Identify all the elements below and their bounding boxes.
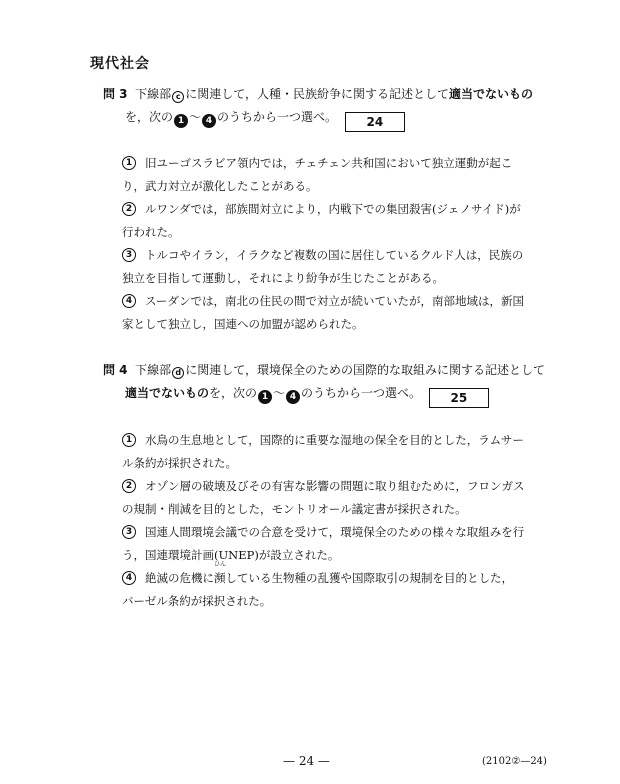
q3-choice-2-line-2: 行われた。 bbox=[122, 225, 180, 239]
q3-number: 問 3 bbox=[103, 87, 128, 101]
q4-not-appropriate: 適当でないもの bbox=[125, 386, 210, 400]
exam-code: (2102②—24) bbox=[482, 756, 547, 767]
q3-choice-3-line-1: トルコやイラン，イラクなど複数の国に居住しているクルド人は，民族の bbox=[145, 248, 524, 262]
q4-text2-b: のうちから一つ選べ。 bbox=[301, 386, 422, 400]
q3-choice-4-line-2: 家として独立し，国連への加盟が認められた。 bbox=[122, 317, 364, 331]
q4-choice-3-line-2: う，国連環境計画(UNEP)が設立された。 bbox=[122, 548, 340, 562]
choice-range-start: 1 bbox=[258, 390, 272, 404]
q3-not-appropriate: 適当でないもの bbox=[448, 87, 533, 101]
q3-choice-3-line-2: 独立を目指して運動し，それにより紛争が生じたことがある。 bbox=[122, 271, 444, 285]
ruby-reading: ひん bbox=[214, 561, 227, 568]
q4-choice-3-line-1: 国連人間環境会議での合意を受けて，環境保全のための様々な取組みを行 bbox=[145, 525, 525, 539]
q4-choice-1-number[interactable]: 1 bbox=[122, 433, 136, 447]
q3-text-a: 下線部 bbox=[135, 87, 172, 101]
tilde: ～ bbox=[273, 386, 286, 400]
q4-choice-2-line-2: の規制・削減を目的とした，モントリオール議定書が採択された。 bbox=[122, 502, 467, 516]
q4-choice-2-line-1: オゾン層の破壊及びその有害な影響の問題に取り組むために，フロンガス bbox=[145, 479, 525, 493]
q4-choice-3-number[interactable]: 3 bbox=[122, 525, 136, 539]
q3-text2-a: を，次の bbox=[125, 110, 174, 124]
tilde: ～ bbox=[189, 110, 202, 124]
q3-text2-b: のうちから一つ選べ。 bbox=[217, 110, 338, 124]
q3-choice-1-number[interactable]: 1 bbox=[122, 156, 136, 170]
q4-text-b: に関連して，環境保全のための国際的な取組みに関する記述として bbox=[185, 363, 545, 377]
answer-box-24[interactable]: 24 bbox=[345, 112, 405, 132]
q3-line-2 bbox=[125, 109, 405, 132]
q4-choice-4-line-2: バーゼル条約が採択された。 bbox=[122, 594, 272, 608]
answer-box-25[interactable]: 25 bbox=[429, 388, 489, 408]
q3-line-1 bbox=[103, 86, 533, 103]
ruby-hin bbox=[214, 561, 227, 586]
q3-choice-1-line-1: 旧ユーゴスラビア領内では，チェチェン共和国において独立運動が起こ bbox=[145, 156, 513, 170]
subject-heading: 現代社会 bbox=[90, 56, 150, 72]
q4-line-2 bbox=[125, 385, 489, 408]
q4-choice-4-text-b: している生物種の乱獲や国際取引の規制を目的とした， bbox=[225, 571, 513, 585]
page-number: — 24 — bbox=[283, 754, 330, 768]
q3-choice-3-number[interactable]: 3 bbox=[122, 248, 136, 262]
q4-choice-2-number[interactable]: 2 bbox=[122, 479, 136, 493]
q4-text-a: 下線部 bbox=[135, 363, 172, 377]
choice-range-end: 4 bbox=[202, 114, 216, 128]
choice-range-start: 1 bbox=[174, 114, 188, 128]
q4-line-1 bbox=[103, 362, 545, 379]
q3-choice-4-number[interactable]: 4 bbox=[122, 294, 136, 308]
q4-choice-1-line-2: ル条約が採択された。 bbox=[122, 456, 237, 470]
underline-marker-d: d bbox=[172, 367, 184, 379]
q4-number: 問 4 bbox=[103, 363, 128, 377]
underline-marker-c: c bbox=[172, 91, 184, 103]
q3-choice-2-number[interactable]: 2 bbox=[122, 202, 136, 216]
q3-choice-4-line-1: スーダンでは，南北の住民の間で対立が続いていたが，南部地域は，新国 bbox=[145, 294, 525, 308]
q3-choice-1-line-2: り，武力対立が激化したことがある。 bbox=[122, 179, 318, 193]
q4-text2-a: を，次の bbox=[209, 386, 258, 400]
q3-choice-2-line-1: ルワンダでは，部族間対立により，内戦下での集団殺害(ジェノサイド)が bbox=[145, 202, 521, 216]
ruby-base: 瀕 bbox=[214, 571, 226, 585]
q4-choice-1-line-1: 水鳥の生息地として，国際的に重要な湿地の保全を目的とした，ラムサー bbox=[145, 433, 524, 447]
choice-range-end: 4 bbox=[286, 390, 300, 404]
q4-choice-4-line-1 bbox=[145, 561, 513, 586]
q4-choice-4-number[interactable]: 4 bbox=[122, 571, 136, 585]
q4-choice-4-text-a: 絶滅の危機に bbox=[145, 571, 214, 585]
q3-text-b: に関連して，人種・民族紛争に関する記述として bbox=[185, 87, 449, 101]
